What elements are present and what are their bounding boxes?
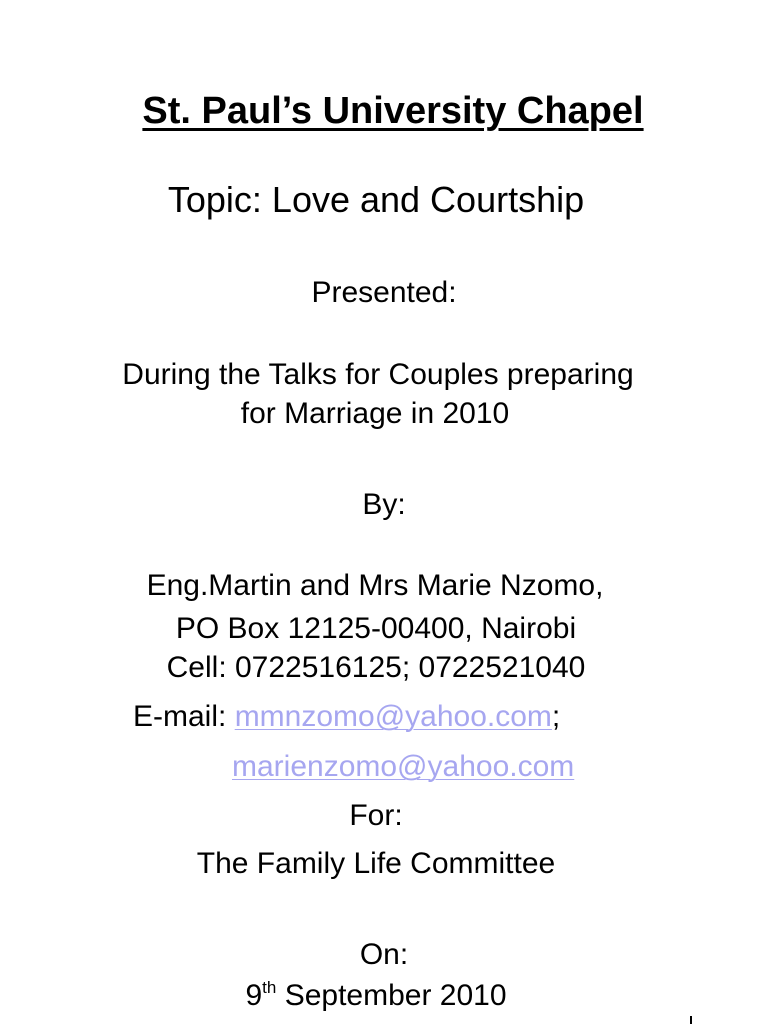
presented-label: Presented: xyxy=(311,276,457,309)
presenter-cell: Cell: 0722516125; 0722521040 xyxy=(166,651,586,684)
occasion-line-2: for Marriage in 2010 xyxy=(240,397,510,430)
occasion-line-1: During the Talks for Couples preparing xyxy=(122,358,634,391)
presenter-names: Eng.Martin and Mrs Marie Nzomo, xyxy=(146,569,604,602)
presenter-address: PO Box 12125-00400, Nairobi xyxy=(175,612,577,645)
presentation-date xyxy=(0,978,760,1012)
on-label: On: xyxy=(359,938,409,971)
document-title: St. Paul’s University Chapel xyxy=(142,90,644,132)
email-separator: ; xyxy=(551,700,561,733)
date-rest: September 2010 xyxy=(276,979,507,1012)
by-label: By: xyxy=(362,488,406,521)
email-line-secondary xyxy=(232,752,574,782)
topic-heading: Topic: Love and Courtship xyxy=(167,179,585,220)
email-line xyxy=(133,702,560,732)
for-label: For: xyxy=(349,799,403,832)
date-suffix: th xyxy=(262,978,277,997)
audience: The Family Life Committee xyxy=(196,847,556,880)
date-day: 9 xyxy=(245,979,263,1012)
email-label: E-mail: xyxy=(133,700,235,733)
email-link-primary[interactable]: mmnzomo@yahoo.com xyxy=(234,700,552,733)
email-link-secondary[interactable]: marienzomo@yahoo.com xyxy=(232,750,575,783)
page-edge-mark xyxy=(690,1016,692,1024)
